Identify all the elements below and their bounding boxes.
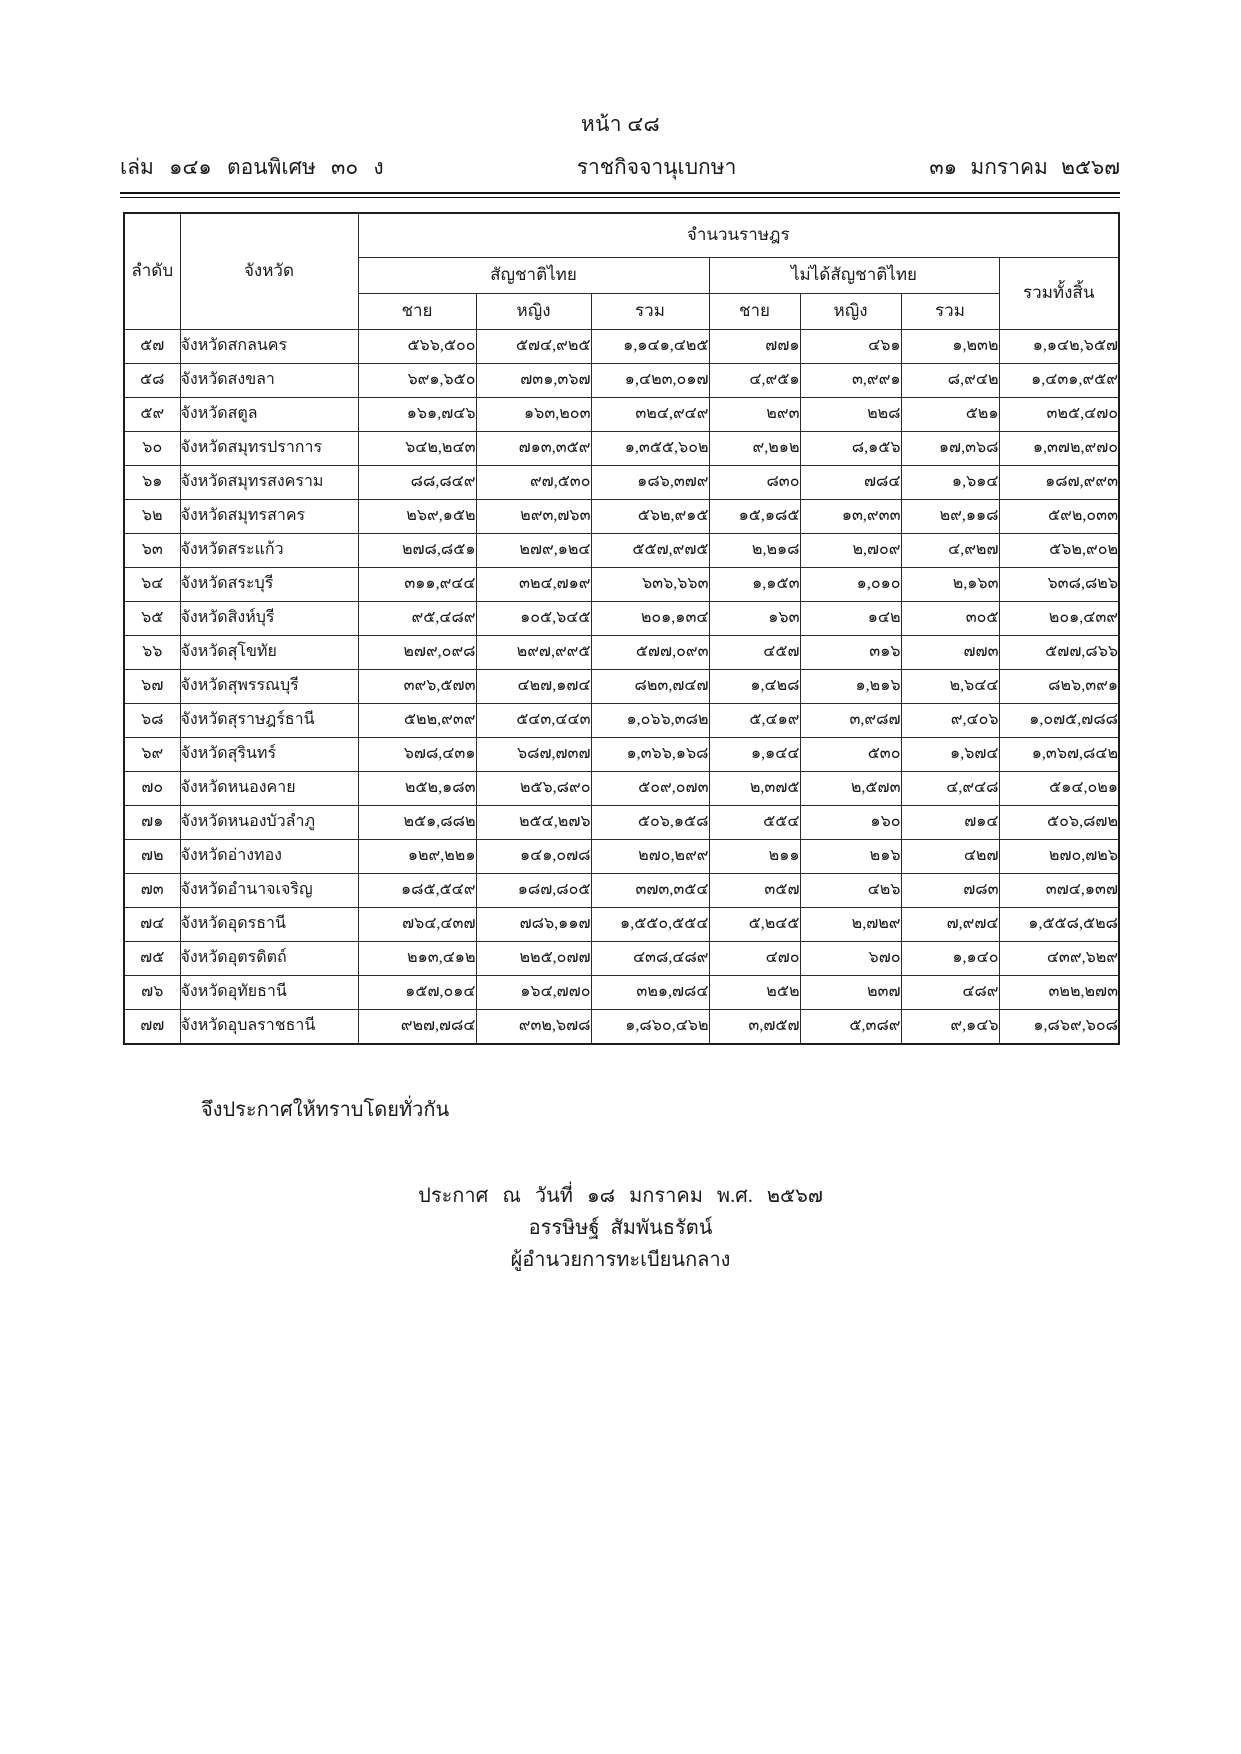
thai-total-cell: ๘๒๓,๗๔๗	[591, 669, 709, 703]
thai-female-cell: ๑๖๓,๒๐๓	[476, 397, 591, 431]
non-thai-male-cell: ๙,๒๑๒	[709, 431, 800, 465]
announcement-date-line: ประกาศ ณ วันที่ ๑๘ มกราคม พ.ศ. ๒๕๖๗	[418, 1184, 823, 1207]
grand-total-cell: ๑,๘๖๙,๖๐๘	[999, 1009, 1119, 1044]
non-thai-male-cell: ๕๕๔	[709, 805, 800, 839]
thai-total-cell: ๕๐๖,๑๕๘	[591, 805, 709, 839]
non-thai-male-cell: ๒๕๒	[709, 975, 800, 1009]
volume-issue-label: เล่ม ๑๔๑ ตอนพิเศษ ๓๐ ง	[120, 155, 384, 179]
thai-total-cell: ๑๘๖,๓๗๙	[591, 465, 709, 499]
masthead	[120, 151, 1120, 184]
non-thai-male-cell: ๑,๔๒๘	[709, 669, 800, 703]
publication-date: ๓๑ มกราคม ๒๕๖๗	[929, 155, 1120, 179]
table-row	[124, 839, 1119, 873]
province-cell: จังหวัดสุรินทร์	[180, 737, 358, 771]
row-number-cell: ๗๖	[124, 975, 180, 1009]
province-cell: จังหวัดสมุทรสงคราม	[180, 465, 358, 499]
thai-female-cell: ๗๘๖,๑๑๗	[476, 907, 591, 941]
thai-male-cell: ๒๑๓,๔๑๒	[358, 941, 476, 975]
province-cell: จังหวัดสิงห์บุรี	[180, 601, 358, 635]
non-thai-female-cell: ๒๑๖	[800, 839, 901, 873]
province-cell: จังหวัดอ่างทอง	[180, 839, 358, 873]
non-thai-total-cell: ๑,๖๑๔	[901, 465, 999, 499]
row-number-cell: ๗๕	[124, 941, 180, 975]
thai-total-cell: ๕๖๒,๙๑๕	[591, 499, 709, 533]
non-thai-female-cell: ๑,๐๑๐	[800, 567, 901, 601]
thai-total-cell: ๑,๘๖๐,๔๖๒	[591, 1009, 709, 1044]
non-thai-female-cell: ๔๒๖	[800, 873, 901, 907]
non-thai-female-cell: ๓,๙๘๗	[800, 703, 901, 737]
province-cell: จังหวัดอุตรดิตถ์	[180, 941, 358, 975]
grand-total-cell: ๕๙๒,๐๓๓	[999, 499, 1119, 533]
grand-total-cell: ๒๐๑,๔๓๙	[999, 601, 1119, 635]
thai-total-cell: ๓๒๑,๗๘๔	[591, 975, 709, 1009]
masthead-rule	[120, 192, 1120, 198]
table-row	[124, 669, 1119, 703]
col-header-thai-total: รวม	[591, 293, 709, 329]
non-thai-male-cell: ๑๖๓	[709, 601, 800, 635]
province-cell: จังหวัดสุโขทัย	[180, 635, 358, 669]
province-cell: จังหวัดสตูล	[180, 397, 358, 431]
thai-male-cell: ๙๕,๔๘๙	[358, 601, 476, 635]
non-thai-total-cell: ๓๐๕	[901, 601, 999, 635]
province-cell: จังหวัดอุบลราชธานี	[180, 1009, 358, 1044]
province-cell: จังหวัดอำนาจเจริญ	[180, 873, 358, 907]
non-thai-male-cell: ๒,๓๗๕	[709, 771, 800, 805]
row-number-cell: ๖๑	[124, 465, 180, 499]
non-thai-male-cell: ๕,๔๑๙	[709, 703, 800, 737]
grand-total-cell: ๑,๕๕๘,๕๒๘	[999, 907, 1119, 941]
signer-title: ผู้อำนวยการทะเบียนกลาง	[510, 1248, 731, 1271]
thai-male-cell: ๒๖๙,๑๕๒	[358, 499, 476, 533]
province-cell: จังหวัดสุราษฎร์ธานี	[180, 703, 358, 737]
col-header-population-group: จำนวนราษฎร	[358, 213, 1119, 257]
grand-total-cell: ๕๗๗,๘๖๖	[999, 635, 1119, 669]
non-thai-total-cell: ๒,๖๔๔	[901, 669, 999, 703]
row-number-cell: ๕๙	[124, 397, 180, 431]
table-row	[124, 329, 1119, 363]
table-row	[124, 975, 1119, 1009]
table-row	[124, 567, 1119, 601]
thai-total-cell: ๑,๓๕๕,๖๐๒	[591, 431, 709, 465]
non-thai-male-cell: ๔๗๐	[709, 941, 800, 975]
col-header-non-female: หญิง	[800, 293, 901, 329]
non-thai-female-cell: ๕๓๐	[800, 737, 901, 771]
non-thai-total-cell: ๙,๑๔๖	[901, 1009, 999, 1044]
province-cell: จังหวัดสงขลา	[180, 363, 358, 397]
grand-total-cell: ๕๐๖,๘๗๒	[999, 805, 1119, 839]
table-row	[124, 737, 1119, 771]
thai-total-cell: ๑,๓๖๖,๑๖๘	[591, 737, 709, 771]
non-thai-total-cell: ๔๒๗	[901, 839, 999, 873]
non-thai-male-cell: ๓๕๗	[709, 873, 800, 907]
col-header-grand-total: รวมทั้งสิ้น	[999, 257, 1119, 329]
non-thai-female-cell: ๒๓๗	[800, 975, 901, 1009]
non-thai-female-cell: ๑๖๐	[800, 805, 901, 839]
row-number-cell: ๖๕	[124, 601, 180, 635]
table-row	[124, 907, 1119, 941]
non-thai-total-cell: ๑,๑๔๐	[901, 941, 999, 975]
thai-male-cell: ๖๙๑,๖๕๐	[358, 363, 476, 397]
thai-total-cell: ๓๒๔,๙๔๙	[591, 397, 709, 431]
grand-total-cell: ๑๘๗,๙๙๓	[999, 465, 1119, 499]
grand-total-cell: ๑,๓๗๒,๙๗๐	[999, 431, 1119, 465]
non-thai-total-cell: ๑,๒๓๒	[901, 329, 999, 363]
non-thai-female-cell: ๑๓,๙๓๓	[800, 499, 901, 533]
row-number-cell: ๗๐	[124, 771, 180, 805]
non-thai-female-cell: ๗๘๔	[800, 465, 901, 499]
thai-total-cell: ๓๗๓,๓๕๔	[591, 873, 709, 907]
non-thai-female-cell: ๒,๗๐๙	[800, 533, 901, 567]
table-row	[124, 431, 1119, 465]
non-thai-total-cell: ๗๗๓	[901, 635, 999, 669]
table-header	[124, 213, 1119, 329]
row-number-cell: ๕๘	[124, 363, 180, 397]
page-number: หน้า ๔๘	[580, 112, 661, 136]
col-header-no: ลำดับ	[124, 213, 180, 329]
province-cell: จังหวัดหนองบัวลำภู	[180, 805, 358, 839]
thai-male-cell: ๑๒๙,๒๒๑	[358, 839, 476, 873]
non-thai-total-cell: ๕๒๑	[901, 397, 999, 431]
row-number-cell: ๖๖	[124, 635, 180, 669]
col-header-non-thai-nationality: ไม่ได้สัญชาติไทย	[709, 257, 999, 293]
table-row	[124, 499, 1119, 533]
grand-total-cell: ๖๓๘,๘๒๖	[999, 567, 1119, 601]
table-body	[124, 329, 1119, 1044]
thai-female-cell: ๗๓๑,๓๖๗	[476, 363, 591, 397]
table-row	[124, 873, 1119, 907]
non-thai-total-cell: ๙,๔๐๖	[901, 703, 999, 737]
non-thai-total-cell: ๗,๙๗๔	[901, 907, 999, 941]
thai-female-cell: ๑๖๔,๗๗๐	[476, 975, 591, 1009]
thai-male-cell: ๒๕๒,๑๘๓	[358, 771, 476, 805]
thai-female-cell: ๑๐๕,๖๔๕	[476, 601, 591, 635]
non-thai-female-cell: ๖๗๐	[800, 941, 901, 975]
table-row	[124, 635, 1119, 669]
grand-total-cell: ๔๓๙,๖๒๙	[999, 941, 1119, 975]
thai-total-cell: ๕๕๗,๙๗๕	[591, 533, 709, 567]
non-thai-female-cell: ๘,๑๕๖	[800, 431, 901, 465]
non-thai-female-cell: ๕,๓๘๙	[800, 1009, 901, 1044]
non-thai-male-cell: ๗๗๑	[709, 329, 800, 363]
thai-female-cell: ๕๔๓,๔๔๓	[476, 703, 591, 737]
province-cell: จังหวัดอุทัยธานี	[180, 975, 358, 1009]
non-thai-female-cell: ๒,๕๗๓	[800, 771, 901, 805]
thai-female-cell: ๒๙๓,๗๖๓	[476, 499, 591, 533]
thai-total-cell: ๒๐๑,๑๓๔	[591, 601, 709, 635]
non-thai-male-cell: ๑๕,๑๘๕	[709, 499, 800, 533]
table-row	[124, 703, 1119, 737]
thai-male-cell: ๓๑๑,๙๔๔	[358, 567, 476, 601]
col-header-thai-female: หญิง	[476, 293, 591, 329]
thai-male-cell: ๒๕๑,๘๘๒	[358, 805, 476, 839]
thai-total-cell: ๑,๕๕๐,๕๕๔	[591, 907, 709, 941]
non-thai-female-cell: ๔๖๑	[800, 329, 901, 363]
thai-male-cell: ๑๕๗,๐๑๔	[358, 975, 476, 1009]
grand-total-cell: ๕๖๒,๙๐๒	[999, 533, 1119, 567]
province-cell: จังหวัดอุดรธานี	[180, 907, 358, 941]
province-cell: จังหวัดสุพรรณบุรี	[180, 669, 358, 703]
non-thai-male-cell: ๒๙๓	[709, 397, 800, 431]
col-header-non-male: ชาย	[709, 293, 800, 329]
non-thai-male-cell: ๒,๒๑๘	[709, 533, 800, 567]
non-thai-total-cell: ๒,๑๖๓	[901, 567, 999, 601]
row-number-cell: ๖๗	[124, 669, 180, 703]
province-cell: จังหวัดสระแก้ว	[180, 533, 358, 567]
thai-total-cell: ๑,๔๒๓,๐๑๗	[591, 363, 709, 397]
row-number-cell: ๖๓	[124, 533, 180, 567]
row-number-cell: ๖๐	[124, 431, 180, 465]
province-cell: จังหวัดสระบุรี	[180, 567, 358, 601]
grand-total-cell: ๑,๑๔๒,๖๕๗	[999, 329, 1119, 363]
grand-total-cell: ๘๒๖,๓๙๑	[999, 669, 1119, 703]
thai-male-cell: ๙๒๗,๗๘๔	[358, 1009, 476, 1044]
row-number-cell: ๗๔	[124, 907, 180, 941]
col-header-thai-male: ชาย	[358, 293, 476, 329]
thai-total-cell: ๑,๐๖๖,๓๘๒	[591, 703, 709, 737]
thai-total-cell: ๒๗๐,๒๙๙	[591, 839, 709, 873]
row-number-cell: ๖๔	[124, 567, 180, 601]
table-row	[124, 533, 1119, 567]
non-thai-male-cell: ๓,๗๕๗	[709, 1009, 800, 1044]
non-thai-female-cell: ๓๑๖	[800, 635, 901, 669]
row-number-cell: ๗๗	[124, 1009, 180, 1044]
province-cell: จังหวัดสมุทรสาคร	[180, 499, 358, 533]
col-header-thai-nationality: สัญชาติไทย	[358, 257, 709, 293]
table-row	[124, 363, 1119, 397]
thai-female-cell: ๒๗๙,๑๒๔	[476, 533, 591, 567]
grand-total-cell: ๓๗๔,๑๓๗	[999, 873, 1119, 907]
thai-male-cell: ๖๔๒,๒๔๓	[358, 431, 476, 465]
thai-total-cell: ๕๐๙,๐๗๓	[591, 771, 709, 805]
province-cell: จังหวัดสกลนคร	[180, 329, 358, 363]
grand-total-cell: ๑,๐๗๕,๗๘๘	[999, 703, 1119, 737]
population-table	[123, 212, 1120, 1045]
non-thai-male-cell: ๘๓๐	[709, 465, 800, 499]
non-thai-total-cell: ๘,๙๔๒	[901, 363, 999, 397]
non-thai-male-cell: ๔๕๗	[709, 635, 800, 669]
table-row	[124, 771, 1119, 805]
non-thai-male-cell: ๑,๑๔๔	[709, 737, 800, 771]
thai-male-cell: ๖๗๘,๔๓๑	[358, 737, 476, 771]
signature-block	[0, 1179, 1241, 1275]
row-number-cell: ๗๒	[124, 839, 180, 873]
non-thai-male-cell: ๒๑๑	[709, 839, 800, 873]
non-thai-total-cell: ๔๘๙	[901, 975, 999, 1009]
non-thai-female-cell: ๑,๒๑๖	[800, 669, 901, 703]
thai-female-cell: ๕๗๔,๙๒๕	[476, 329, 591, 363]
gazette-title: ราชกิจจานุเบกษา	[576, 155, 737, 179]
grand-total-cell: ๓๒๒,๒๗๓	[999, 975, 1119, 1009]
thai-male-cell: ๓๙๖,๕๗๓	[358, 669, 476, 703]
table-row	[124, 941, 1119, 975]
grand-total-cell: ๕๑๔,๐๒๑	[999, 771, 1119, 805]
closing-statement: จึงประกาศให้ทราบโดยทั่วกัน	[201, 1098, 450, 1121]
non-thai-total-cell: ๗๑๔	[901, 805, 999, 839]
signer-name: อรรษิษฐ์ สัมพันธรัตน์	[528, 1216, 713, 1239]
table-row	[124, 397, 1119, 431]
thai-female-cell: ๒๕๔,๒๗๖	[476, 805, 591, 839]
grand-total-cell: ๑,๔๓๑,๙๕๙	[999, 363, 1119, 397]
thai-female-cell: ๑๔๑,๐๗๘	[476, 839, 591, 873]
row-number-cell: ๗๓	[124, 873, 180, 907]
grand-total-cell: ๓๒๕,๔๗๐	[999, 397, 1119, 431]
row-number-cell: ๖๘	[124, 703, 180, 737]
thai-female-cell: ๙๗,๕๓๐	[476, 465, 591, 499]
thai-female-cell: ๒๕๖,๘๙๐	[476, 771, 591, 805]
thai-total-cell: ๕๗๗,๐๙๓	[591, 635, 709, 669]
non-thai-female-cell: ๓,๙๙๑	[800, 363, 901, 397]
thai-male-cell: ๒๗๙,๐๙๘	[358, 635, 476, 669]
non-thai-male-cell: ๔,๙๕๑	[709, 363, 800, 397]
thai-total-cell: ๑,๑๔๑,๔๒๕	[591, 329, 709, 363]
thai-male-cell: ๑๖๑,๗๔๖	[358, 397, 476, 431]
thai-female-cell: ๓๒๔,๗๑๙	[476, 567, 591, 601]
thai-male-cell: ๒๗๘,๘๕๑	[358, 533, 476, 567]
non-thai-female-cell: ๒๒๘	[800, 397, 901, 431]
thai-female-cell: ๒๒๕,๐๗๗	[476, 941, 591, 975]
table-row	[124, 805, 1119, 839]
thai-female-cell: ๑๘๗,๘๐๕	[476, 873, 591, 907]
thai-male-cell: ๑๘๕,๕๔๙	[358, 873, 476, 907]
thai-female-cell: ๖๘๗,๗๓๗	[476, 737, 591, 771]
non-thai-total-cell: ๔,๙๒๗	[901, 533, 999, 567]
col-header-non-total: รวม	[901, 293, 999, 329]
province-cell: จังหวัดสมุทรปราการ	[180, 431, 358, 465]
non-thai-total-cell: ๗๘๓	[901, 873, 999, 907]
non-thai-female-cell: ๑๔๒	[800, 601, 901, 635]
thai-male-cell: ๕๖๖,๕๐๐	[358, 329, 476, 363]
row-number-cell: ๖๒	[124, 499, 180, 533]
non-thai-total-cell: ๒๙,๑๑๘	[901, 499, 999, 533]
non-thai-total-cell: ๔,๙๔๘	[901, 771, 999, 805]
thai-female-cell: ๙๓๒,๖๗๘	[476, 1009, 591, 1044]
table-row	[124, 465, 1119, 499]
row-number-cell: ๖๙	[124, 737, 180, 771]
non-thai-male-cell: ๕,๒๔๕	[709, 907, 800, 941]
thai-female-cell: ๔๒๗,๑๗๔	[476, 669, 591, 703]
grand-total-cell: ๒๗๐,๗๒๖	[999, 839, 1119, 873]
row-number-cell: ๕๗	[124, 329, 180, 363]
thai-female-cell: ๒๙๗,๙๙๕	[476, 635, 591, 669]
grand-total-cell: ๑,๓๖๗,๘๔๒	[999, 737, 1119, 771]
thai-female-cell: ๗๑๓,๓๕๙	[476, 431, 591, 465]
non-thai-male-cell: ๑,๑๕๓	[709, 567, 800, 601]
table-row	[124, 1009, 1119, 1044]
non-thai-total-cell: ๑,๖๗๔	[901, 737, 999, 771]
non-thai-female-cell: ๒,๗๒๙	[800, 907, 901, 941]
thai-male-cell: ๕๒๒,๙๓๙	[358, 703, 476, 737]
non-thai-total-cell: ๑๗,๓๖๘	[901, 431, 999, 465]
thai-total-cell: ๔๓๘,๔๘๙	[591, 941, 709, 975]
thai-male-cell: ๘๘,๘๔๙	[358, 465, 476, 499]
province-cell: จังหวัดหนองคาย	[180, 771, 358, 805]
thai-total-cell: ๖๓๖,๖๖๓	[591, 567, 709, 601]
thai-male-cell: ๗๖๔,๔๓๗	[358, 907, 476, 941]
row-number-cell: ๗๑	[124, 805, 180, 839]
col-header-province: จังหวัด	[180, 213, 358, 329]
table-row	[124, 601, 1119, 635]
